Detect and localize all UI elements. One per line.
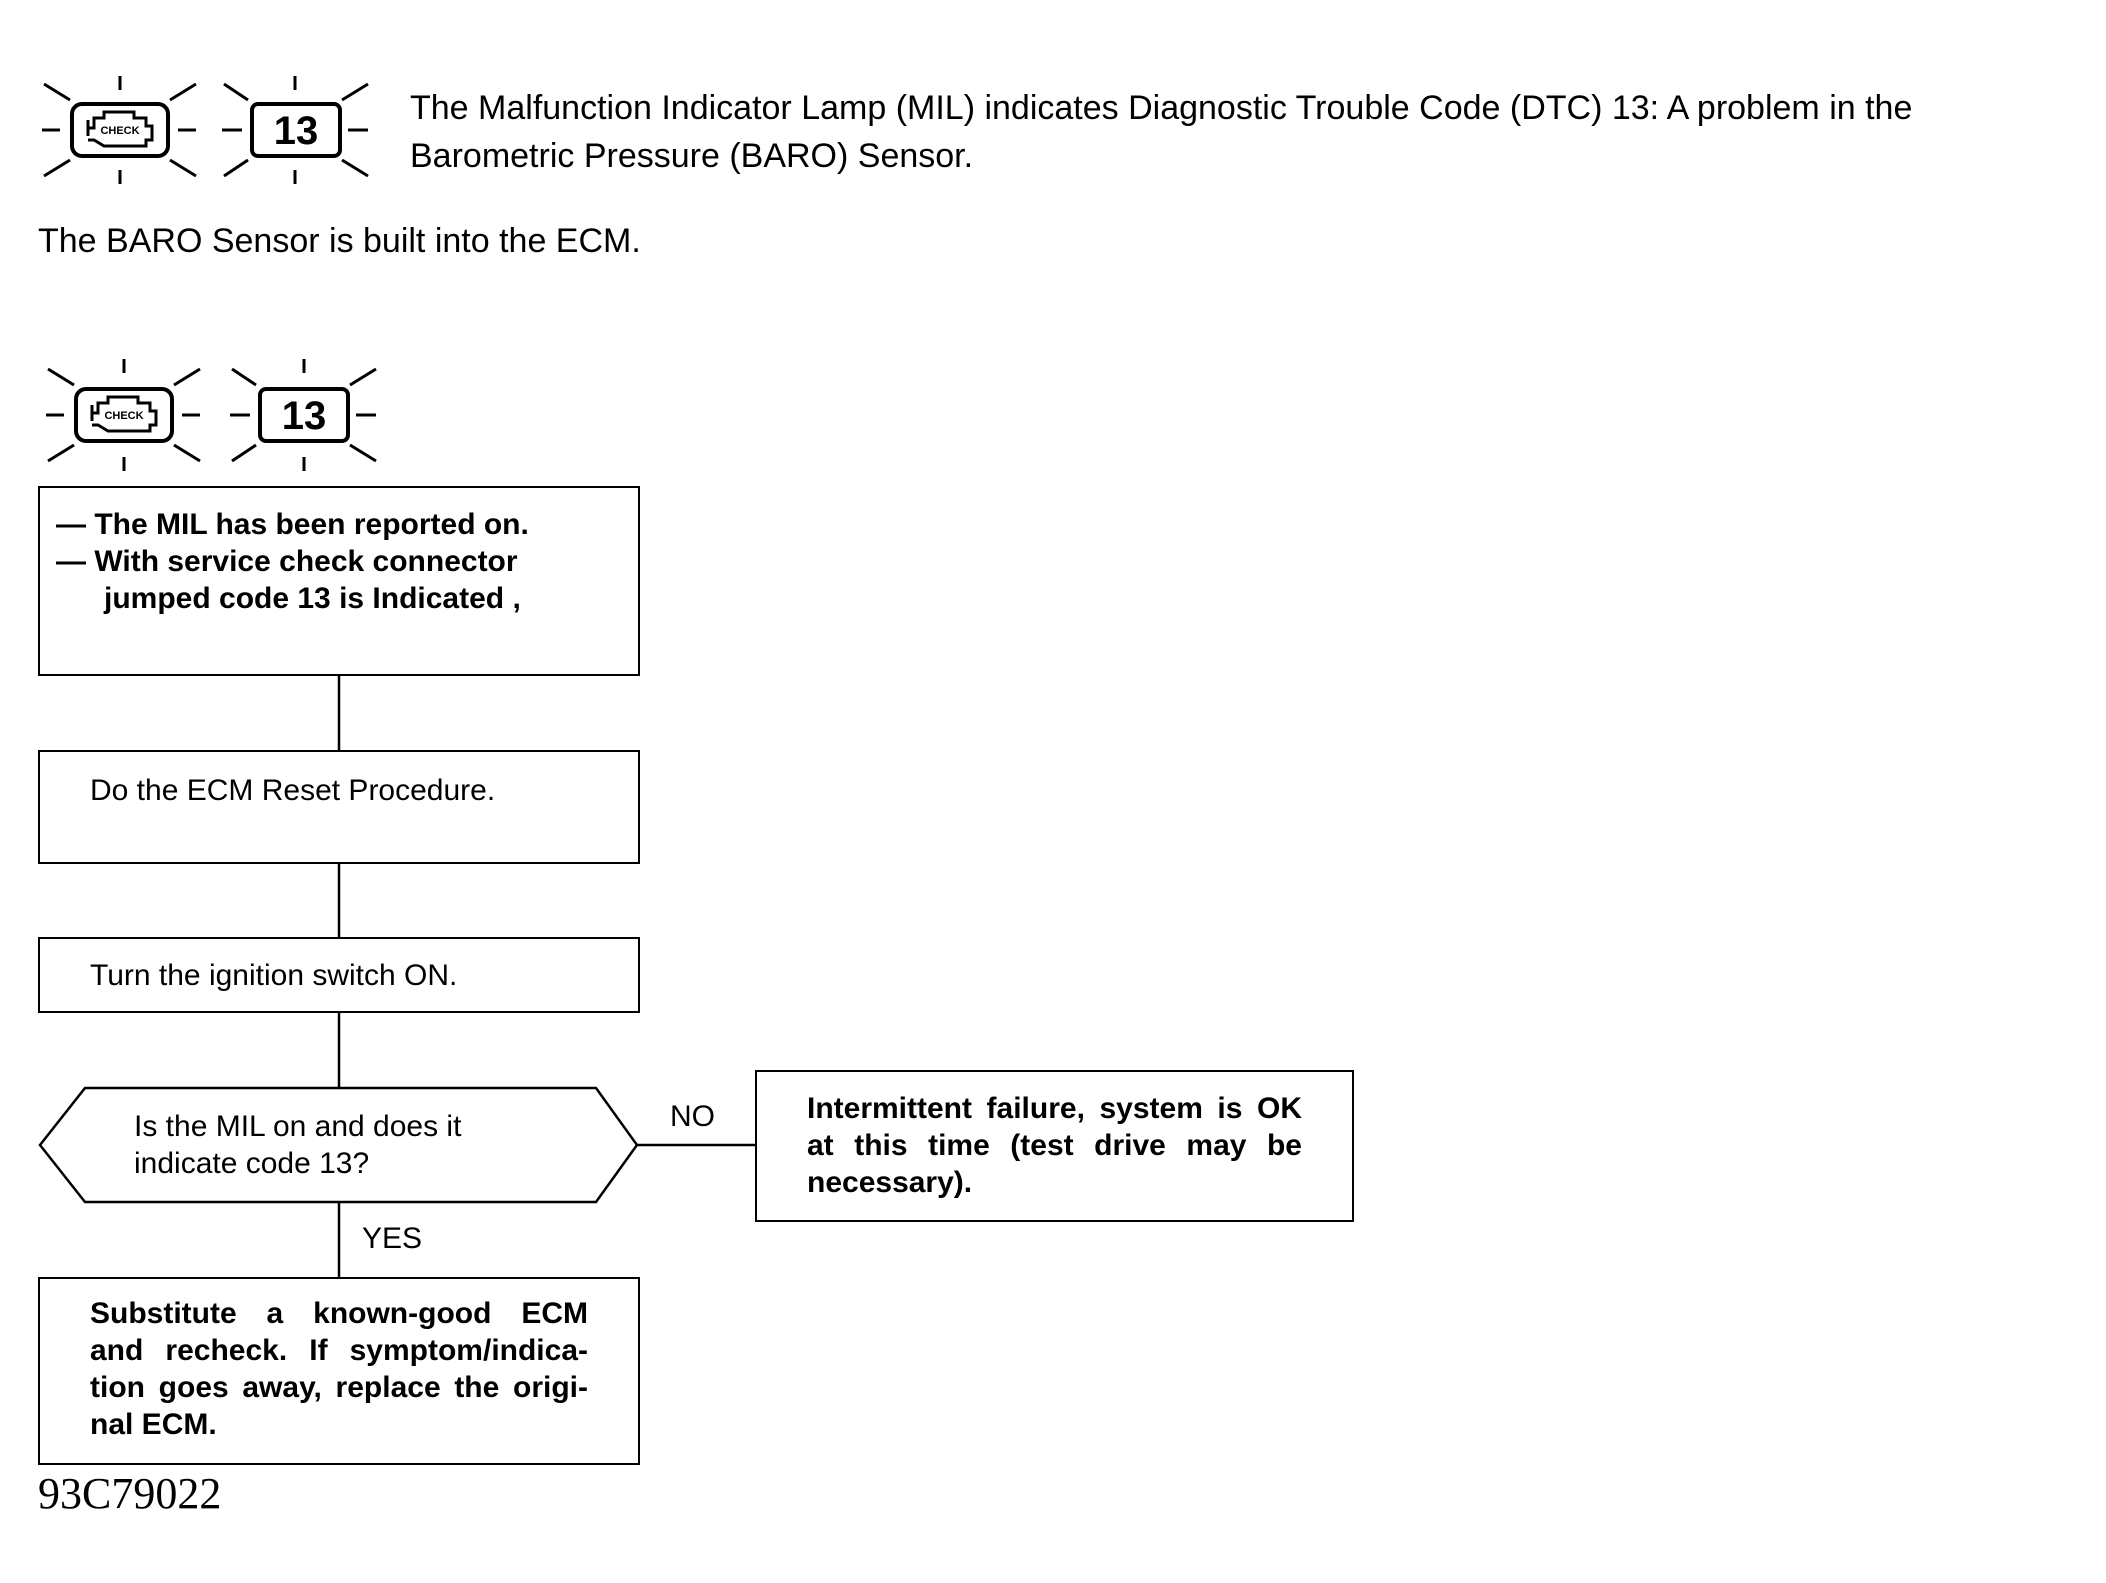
ecm-reset-step-label: Do the ECM Reset Procedure. [90, 774, 496, 807]
svg-text:13: 13 [273, 109, 319, 153]
start-condition-line2: — With service check connector [56, 545, 518, 578]
intermittent-failure-box [755, 1070, 1354, 1222]
ignition-on-step [38, 937, 640, 1013]
substitute-line2: and recheck. If symptom/indica- [90, 1334, 588, 1367]
ecm-reset-step [38, 750, 640, 864]
svg-text:CHECK: CHECK [104, 410, 144, 422]
svg-text:13: 13 [281, 394, 327, 438]
decision-text [134, 1108, 594, 1182]
substitute-line4: nal ECM. [90, 1408, 217, 1441]
no-branch-label: NO [670, 1100, 715, 1133]
intermittent-line3: necessary). [807, 1166, 973, 1199]
substitute-ecm-box [38, 1277, 640, 1465]
substitute-line1: Substitute a known-good ECM [90, 1297, 588, 1330]
baro-sensor-note: The BARO Sensor is built into the ECM. [38, 222, 641, 260]
decision-line1: Is the MIL on and does it [134, 1110, 462, 1143]
decision-line2: indicate code 13? [134, 1147, 370, 1180]
substitute-line3: tion goes away, replace the origi- [90, 1371, 588, 1404]
svg-text:CHECK: CHECK [100, 125, 140, 137]
figure-id: 93C79022 [38, 1469, 222, 1518]
intermittent-line2: at this time (test drive may be [807, 1129, 1302, 1162]
start-condition-line3: jumped code 13 is Indicated , [104, 582, 521, 615]
start-condition-line1: — The MIL has been reported on. [56, 508, 529, 541]
yes-branch-label: YES [362, 1222, 423, 1255]
start-condition-box [38, 486, 640, 676]
intermittent-line1: Intermittent failure, system is OK [807, 1092, 1302, 1125]
ignition-on-step-label: Turn the ignition switch ON. [90, 959, 458, 992]
dtc-description-line1: The Malfunction Indicator Lamp (MIL) indicates Diagnostic Trouble Code (DTC) 13: A problem in the [410, 89, 1913, 127]
dtc-description-line2: Barometric Pressure (BARO) Sensor. [410, 137, 974, 175]
